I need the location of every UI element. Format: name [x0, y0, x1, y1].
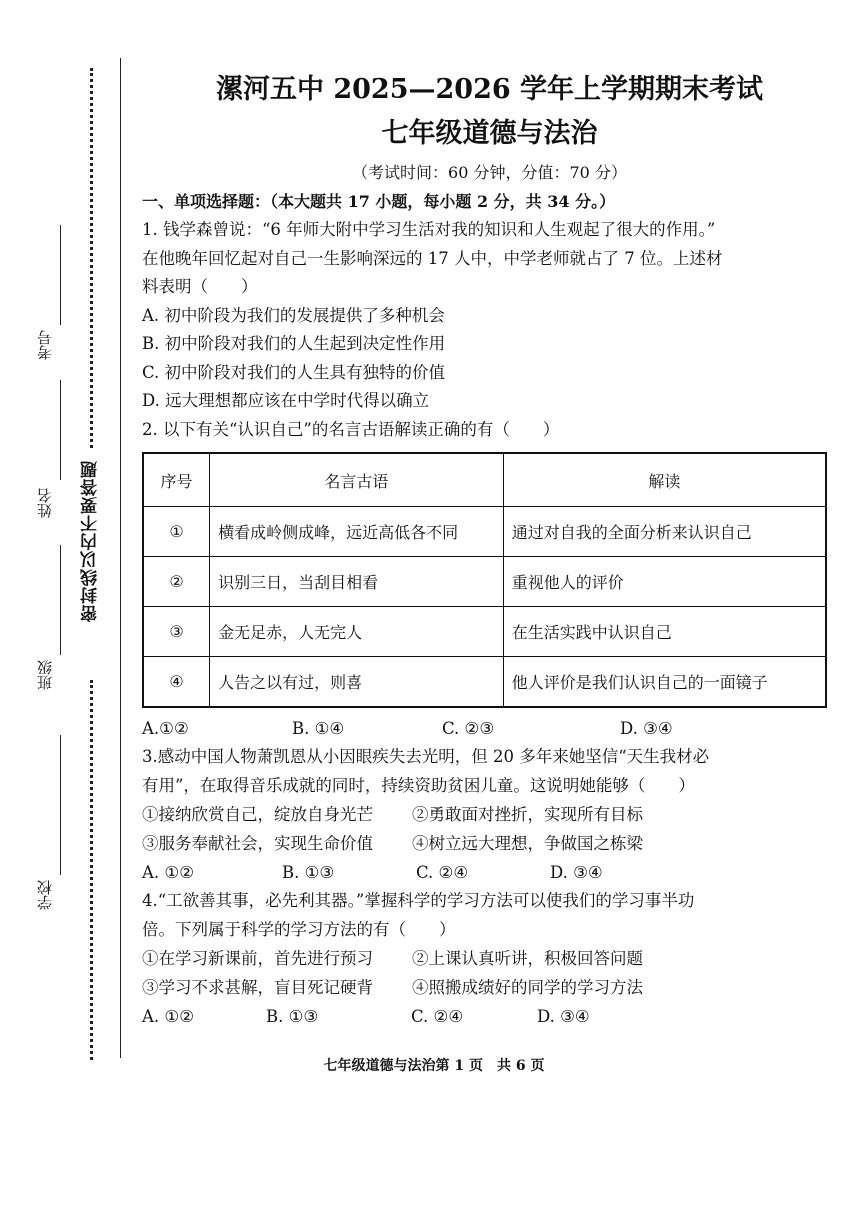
q4-statement-3: ③学习不求甚解，盲目死记硬背 [142, 978, 373, 997]
q1-option-a: A. 初中阶段为我们的发展提供了多种机会 [142, 305, 445, 325]
q2-option-c: C. ②③ [442, 719, 495, 738]
exam-info: （考试时间：60 分钟，分值：70 分） [352, 163, 627, 182]
seal-dotted-line-bottom [90, 680, 103, 1060]
q3-option-a: A. ①② [142, 863, 194, 882]
q1-stem-line3: 料表明（ ） [142, 277, 258, 296]
q4-statements-row2 [142, 973, 837, 1002]
row-interp: 在生活实践中认识自己 [503, 607, 826, 657]
q4-statements-row1 [142, 944, 837, 973]
table-row [143, 607, 826, 657]
table-row [143, 507, 826, 557]
seal-warning: 密封线以内不要答题 [81, 460, 101, 622]
q3-statement-2: ②勇敢面对挫折，实现所有目标 [412, 805, 643, 824]
row-interp: 重视他人的评价 [503, 557, 826, 607]
label-kaohao: 考号 [36, 330, 54, 360]
exam-title: 漯河五中 2025—2026 学年上学期期末考试 [215, 74, 764, 105]
q3-statement-3: ③服务奉献社会，实现生命价值 [142, 834, 373, 853]
header-interp: 解读 [503, 453, 826, 507]
q3-stem-line1: 3.感动中国人物萧凯恩从小因眼疾失去光明，但 20 多年来她坚信“天生我材必 [142, 747, 710, 766]
kaohao-blank [60, 225, 61, 325]
q2-stem: 2. 以下有关“认识自己”的名言古语解读正确的有（ ） [142, 419, 560, 439]
binding-margin [0, 0, 125, 1228]
q2-option-b: B. ①④ [292, 719, 345, 738]
q4-option-c: C. ②④ [411, 1007, 464, 1026]
q3-stem-line2: 有用”，在取得音乐成就的同时，持续资助贫困儿童。这说明她能够（ ） [142, 775, 695, 795]
q1-stem-line1: 1. 钱学森曾说：“6 年师大附中学习生活对我的知识和人生观起了很大的作用。” [142, 220, 716, 239]
exam-content [142, 70, 837, 1031]
header-quote: 名言古语 [210, 453, 504, 507]
q4-option-b: B. ①③ [266, 1007, 319, 1026]
row-no: ③ [143, 607, 210, 657]
seal-dotted-line-top [90, 68, 103, 448]
q4-option-d: D. ③④ [537, 1007, 590, 1026]
label-xingming: 姓名 [36, 488, 54, 518]
q3-statements-row2 [142, 829, 837, 858]
exam-subject: 七年级道德与法治 [381, 118, 598, 149]
q4-statement-2: ②上课认真听讲，积极回答问题 [412, 949, 643, 968]
q1-option-c: C. 初中阶段对我们的人生具有独特的价值 [142, 362, 446, 382]
question-4 [142, 887, 837, 1031]
q4-option-a: A. ①② [142, 1007, 194, 1026]
label-banji: 班级 [36, 660, 54, 690]
q3-statements-row1 [142, 800, 837, 829]
row-interp: 通过对自我的全面分析来认识自己 [503, 507, 826, 557]
q1-option-b: B. 初中阶段对我们的人生起到决定性作用 [142, 334, 446, 353]
page-footer: 七年级道德与法治第 1 页 共 6 页 [323, 1058, 545, 1074]
q3-options [142, 858, 837, 887]
row-quote: 识别三日，当刮目相看 [210, 557, 504, 607]
q3-option-d: D. ③④ [550, 863, 603, 882]
q3-option-b: B. ①③ [282, 863, 335, 882]
q4-stem-line1: 4.“工欲善其事，必先利其器。”掌握科学的学习方法可以使我们的学习事半功 [142, 891, 695, 910]
question-2 [142, 416, 837, 744]
row-no: ② [143, 557, 210, 607]
q4-stem-line2: 倍。下列属于科学的学习方法的有（ ） [142, 919, 456, 939]
q2-options [142, 714, 837, 743]
q4-statement-1: ①在学习新课前，首先进行预习 [142, 949, 373, 968]
q3-statement-1: ①接纳欣赏自己，绽放自身光芒 [142, 805, 373, 824]
q2-option-d: D. ③④ [620, 719, 673, 738]
section-heading: 一、单项选择题：（本大题共 17 小题，每小题 2 分，共 34 分。） [142, 192, 616, 211]
xingming-blank [60, 380, 61, 480]
table-row [143, 657, 826, 708]
q3-statement-4: ④树立远大理想，争做国之栋梁 [412, 834, 643, 853]
q4-statement-4: ④照搬成绩好的同学的学习方法 [412, 978, 643, 997]
question-1 [142, 216, 837, 416]
row-no: ① [143, 507, 210, 557]
row-quote: 横看成岭侧成峰，远近高低各不同 [210, 507, 504, 557]
label-xuexiao: 学校 [36, 880, 54, 910]
header-no: 序号 [143, 453, 210, 507]
q3-option-c: C. ②④ [416, 863, 469, 882]
q2-table [142, 452, 827, 708]
q2-option-a: A.①② [142, 719, 189, 738]
q1-stem-line2: 在他晚年回忆起对自己一生影响深远的 17 人中，中学老师就占了 7 位。上述材 [142, 248, 723, 268]
row-quote: 金无足赤，人无完人 [210, 607, 504, 657]
q4-options [142, 1002, 837, 1031]
margin-divider [120, 58, 121, 1058]
table-header-row [143, 453, 826, 507]
row-interp: 他人评价是我们认识自己的一面镜子 [503, 657, 826, 708]
question-3 [142, 743, 837, 887]
banji-blank [60, 545, 61, 655]
xuexiao-blank [60, 735, 61, 875]
table-row [143, 557, 826, 607]
q1-option-d: D. 远大理想都应该在中学时代得以确立 [142, 391, 430, 410]
row-no: ④ [143, 657, 210, 708]
row-quote: 人告之以有过，则喜 [210, 657, 504, 708]
